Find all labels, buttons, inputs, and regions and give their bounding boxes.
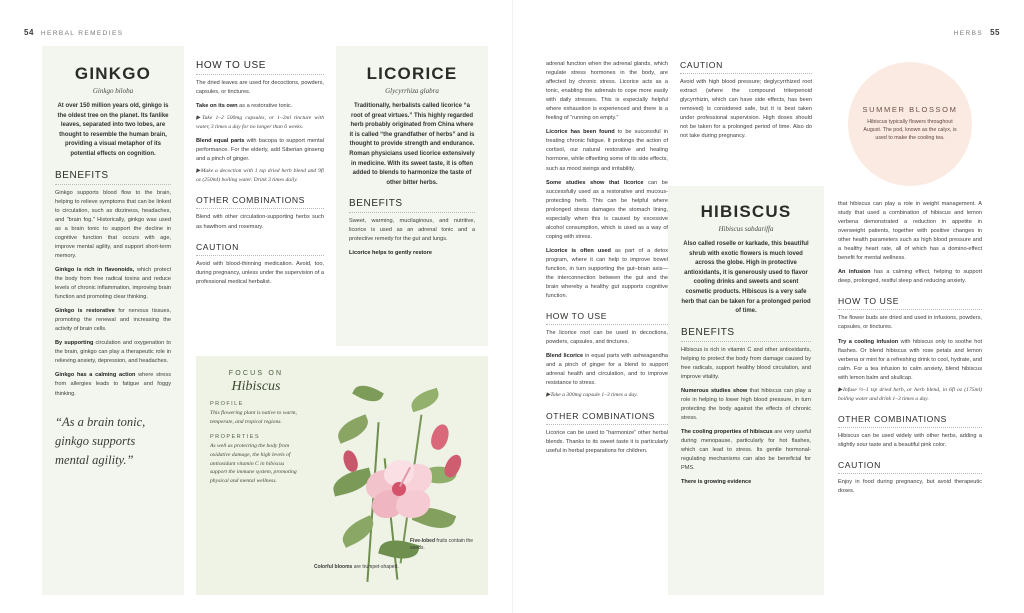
ginkgo-title: GINKGO	[74, 64, 152, 83]
ginkgo-benefit-lead: Ginkgo is restorative	[55, 308, 115, 315]
running-head-right	[954, 28, 1000, 37]
hibiscus-benefits-body	[681, 346, 811, 488]
licorice-latin-name: Glycyrrhiza glabra	[385, 87, 439, 95]
column-licorice-caution	[680, 46, 812, 166]
summer-blossom-text: Hibiscus typically flowers throughout August. The pod, known as the calyx, is used to make the cooling tea.	[863, 119, 957, 141]
ginkgo-benefit-item	[55, 339, 171, 366]
column-ginkgo	[42, 46, 184, 595]
focus-on-plant-name: Hibiscus	[231, 379, 281, 394]
hibiscus-how-lead: Try a cooling infusion	[838, 338, 899, 345]
callout-fruits-lead: Five-lobed	[410, 538, 436, 544]
column-licorice	[336, 46, 488, 346]
focus-profile-text: This flowering plant is native to warm, temperate, and tropical regions.	[210, 410, 297, 425]
ginkgo-intro: At over 150 million years old, ginkgo is the oldest tree on the planet. Its fanlike leaves, separated into two lobes, are thought to resemble the human brain, providing a visual metaphor of its potential effects on cognition.	[57, 103, 169, 157]
hibiscus-title: HIBISCUS	[700, 202, 792, 221]
running-head-right-text: HERBS	[953, 30, 984, 37]
hibiscus-benefit-lead: An infusion	[838, 269, 871, 276]
ginkgo-how-item	[196, 137, 324, 185]
licorice-benefits-continued	[546, 60, 668, 301]
hibiscus-benefit-text: that hibiscus can play a role in helping to lower high blood pressure, in turn protecting the body against the effects of chronic stress.	[681, 387, 811, 422]
hibiscus-benefit-text: are very useful during menopause, particularly for hot flashes, which can lead to stress. Its gentle hormonal-regulating mechanisms can also be beneficial for PMS.	[681, 429, 811, 472]
licorice-title: LICORICE	[366, 64, 458, 83]
licorice-how-intro: The licorice root can be used in decoctions, powders, capsules, and tinctures.	[546, 330, 668, 346]
ginkgo-how-dosage: ▶Take 1–2 500mg capsules, or 1–2ml tincture with water, 3 times a day for no longer than 6 weeks.	[196, 115, 324, 131]
licorice-caution-body	[680, 78, 812, 141]
column-hibiscus-continued	[838, 46, 982, 595]
licorice-caution-text: Avoid with high blood pressure; deglycyrrhized root extract (where the compound triterpenoid glycyrrhizin, which can have side effects, has been removed) is considered safe, but it is best taken under professional supervision. High doses should not be taken for a prolonged period of time. Also do not take during pregnancy.	[680, 79, 812, 140]
licorice-how-item	[546, 352, 668, 400]
focus-on-panel	[196, 356, 488, 595]
callout-blooms	[314, 564, 400, 571]
licorice-benefit-text: to be successful in treating chronic fatigue. It prolongs the action of cortisol, our natural restorative and healing hormone, while offsetting some of its side effects, such as mood swings and irritability.	[546, 129, 669, 172]
summer-blossom-title: SUMMER BLOSSOM	[862, 105, 958, 115]
callout-fruits-text: fruits contain the seeds.	[410, 538, 474, 551]
hibiscus-how-body	[838, 314, 982, 403]
licorice-how-body	[546, 329, 668, 400]
licorice-other-text: Licorice can be used to “harmonize” other herbal blends. Thanks to its sweet taste it is particularly useful in herbal preparations for children.	[546, 429, 668, 454]
hibiscus-benefits-intro: Hibiscus is rich in vitamin C and other antioxidants, helping to protect the body from damage caused by free radicals, support healthy blood circulation, and improve vitality.	[681, 346, 811, 380]
ginkgo-benefit-lead: Ginkgo has a calming action	[55, 372, 136, 379]
hibiscus-benefit-text: has a calming effect, helping to support deep, prolonged, restful sleep and reducing anxiety.	[838, 269, 983, 285]
licorice-benefit-lead: Licorice has been found	[546, 129, 615, 136]
ginkgo-caution-body	[196, 260, 324, 287]
focus-profile-label: PROFILE	[210, 401, 244, 407]
licorice-benefit-lead: Licorice is often used	[546, 247, 611, 254]
licorice-how-heading: HOW TO USE	[546, 311, 668, 325]
focus-properties-label: PROPERTIES	[210, 434, 260, 441]
hibiscus-other-heading: OTHER COMBINATIONS	[838, 414, 982, 428]
ginkgo-benefit-lead: Ginkgo is rich in flavonoids,	[55, 266, 135, 273]
ginkgo-benefit-text: for nervous tissues, promoting the renewal and increasing the activity of brain cells.	[55, 308, 171, 333]
licorice-benefit-text: can be successfully used as a restorative and mucous-protecting herb. This can be helpful where prolonged stress damages the stomach lining, especially when this is caused by excessive alcohol consumption, which is used as a way of coping with stress.	[546, 179, 668, 240]
focus-properties-text: As well as protecting the body from oxidative damage, the high levels of antioxidant vitamin C in hibiscus support the immune system, promoting physical and mental wellness.	[210, 443, 297, 484]
ginkgo-pull-quote: “As a brain tonic, ginkgo supports mental agility.”	[55, 414, 146, 468]
hibiscus-other-text: Hibiscus can be used widely with other herbs, adding a slightly sour taste and a beautiful pink color.	[838, 432, 982, 448]
hibiscus-how-dosage: ▶Infuse ½–1 tsp dried herb, or herb blend, in 6fl oz (175ml) boiling water and drink 1–3 times a day.	[838, 386, 982, 402]
licorice-benefits-body	[349, 217, 475, 258]
licorice-other-heading: OTHER COMBINATIONS	[546, 411, 668, 425]
ginkgo-benefits-heading: BENEFITS	[55, 170, 171, 185]
ginkgo-benefit-lead: By supporting	[55, 340, 94, 347]
licorice-benefit-item	[546, 128, 668, 173]
licorice-how-text: in equal parts with ashwagandha and a pinch of ginger for a blend to support adrenal health and circulation, and to improve resistance to stress.	[546, 353, 668, 387]
hibiscus-benefits-continued	[838, 200, 982, 286]
ginkgo-benefit-text: which protect the body from free radical toxins and reduce levels of chronic inflammation, improving brain function and promoting clear thinking.	[55, 266, 171, 301]
ginkgo-benefit-item	[55, 307, 171, 334]
ginkgo-benefit-text: where stress from allergies leads to fatigue and foggy thinking.	[55, 372, 171, 397]
folio-right: 55	[990, 28, 1000, 37]
hibiscus-latin-name: Hibiscus sabdariffa	[718, 225, 774, 233]
licorice-how-lead: Blend licorice	[546, 353, 584, 360]
licorice-benefits-intro: Sweet, warming, mucilaginous, and nutritive, licorice is used as an adrenal tonic and a protective remedy for the gut and lungs.	[349, 218, 475, 243]
ginkgo-how-lead: Take on its own	[196, 103, 238, 110]
licorice-benefit-lead: Licorice helps to gently restore	[349, 250, 432, 257]
column-licorice-continued	[546, 46, 668, 595]
ginkgo-how-text: as a restorative tonic.	[237, 103, 293, 110]
ginkgo-benefits-body	[55, 189, 171, 399]
hibiscus-how-heading: HOW TO USE	[838, 296, 982, 310]
ginkgo-how-text: with bacopa to support mental performance. For the elderly, add Siberian ginseng and a pinch of ginger.	[196, 138, 324, 163]
ginkgo-caution-text: Avoid with blood-thinning medication. Avoid, too, during pregnancy, unless under the supervision of a professional medical herbalist.	[196, 260, 325, 285]
hibiscus-how-item	[838, 338, 982, 404]
licorice-benefit-lead: Some studies show that licorice	[546, 179, 644, 186]
column-hibiscus	[668, 186, 824, 595]
licorice-benefit-text: as part of a detox program, where it can help to improve bowel function, in turn supporting the gut–brain axis—the interconnection between the gut and the brain whereby a healthy gut supports cognitive function.	[546, 247, 668, 300]
hibiscus-benefit-item	[838, 268, 982, 286]
focus-on-kicker: FOCUS ON	[228, 370, 284, 377]
folio-left: 54	[24, 28, 34, 37]
seed-pod	[441, 452, 464, 480]
hibiscus-flower	[364, 458, 436, 524]
hibiscus-benefit-item	[681, 428, 811, 473]
licorice-benefit-item	[546, 179, 668, 242]
hibiscus-caution-text: Enjoy in food during pregnancy, but avoid therapeutic doses.	[838, 478, 982, 494]
callout-fruits	[410, 538, 486, 552]
hibiscus-benefit-lead: The cooling properties of hibiscus	[681, 429, 773, 436]
running-head-left	[24, 28, 123, 37]
ginkgo-other-text: Blend with other circulation-supporting herbs such as hawthorn and rosemary.	[196, 214, 324, 230]
licorice-other-body	[546, 429, 668, 456]
licorice-how-dosage: ▶Take a 300mg capsule 1–3 times a day.	[546, 392, 638, 399]
ginkgo-benefit-text: circulation and oxygenation to the brain, ginkgo can play a therapeutic role in relieving anxiety, depression, and headaches.	[55, 340, 171, 365]
licorice-caution-heading: CAUTION	[680, 60, 812, 74]
ginkgo-benefit-item	[55, 266, 171, 302]
licorice-benefits-heading: BENEFITS	[349, 198, 475, 213]
ginkgo-how-heading: HOW TO USE	[196, 60, 324, 75]
leaf	[408, 388, 441, 412]
ginkgo-how-dosage: ▶Make a decoction with 1 tsp dried herb blend and 9fl oz (250ml) boiling water. Drink 3 times daily.	[196, 168, 324, 184]
hibiscus-illustration	[314, 362, 488, 595]
leaf	[352, 380, 384, 406]
hibiscus-benefit-lead: Numerous studies show	[681, 387, 748, 394]
ginkgo-other-heading: OTHER COMBINATIONS	[196, 195, 324, 209]
ginkgo-how-body	[196, 79, 324, 185]
ginkgo-latin-name: Ginkgo biloba	[92, 87, 134, 95]
ginkgo-benefits-intro: Ginkgo supports blood flow to the brain, helping to relieve symptoms that can be linked to circulation, such as dizziness, headaches, and "brain fog." Historically, ginkgo was used as a brain tonic to support the decline in cognitive function that occurs with age, improve mental agility, and support short-term memory.	[55, 189, 171, 259]
hibiscus-caution-body	[838, 478, 982, 496]
hibiscus-other-body	[838, 432, 982, 450]
licorice-benefit-text: adrenal function when the adrenal glands, which regulate stress hormones in the body, are affected by chronic stress. Licorice acts as a tonic, enabling the adrenals to cope more easily with daily stresses. This is especially helpful where exhaustion is experienced and there is a feeling of “running on empty.”	[546, 61, 668, 122]
licorice-benefit-item	[546, 247, 668, 301]
leaf	[334, 414, 372, 443]
callout-blooms-lead: Colorful blooms	[314, 564, 353, 570]
hibiscus-intro: Also called roselle or karkade, this beautiful shrub with exotic flowers is much loved across the globe. High in protective antioxidants, it is generously used to flavor cooling drinks and sweets and scent cosmetic products. Hibiscus is a very safe herb that can be taken for a prolonged period of time.	[681, 241, 811, 315]
ginkgo-other-body	[196, 213, 324, 231]
hibiscus-benefit-lead: There is growing evidence	[681, 479, 752, 486]
hibiscus-how-intro: The flower buds are dried and used in infusions, powders, capsules, or tinctures.	[838, 315, 982, 331]
hibiscus-benefit-item	[681, 387, 811, 423]
running-head-left-text: HERBAL REMEDIES	[40, 30, 124, 37]
hibiscus-benefit-text: that hibiscus can play a role in weight management. A study that used a combination of hibiscus and lemon verbena demonstrated a reduction in appetite in overweight patients, together with positive changes in other health parameters such as high blood pressure and a healthy heart rate, all of which has a domino-effect benefit for mental wellness.	[838, 201, 982, 262]
ginkgo-how-lead: Blend equal parts	[196, 138, 245, 145]
licorice-benefit-item	[349, 249, 475, 258]
callout-blooms-text: are trumpet-shaped.	[352, 564, 399, 570]
ginkgo-benefit-item	[55, 371, 171, 398]
ginkgo-caution-heading: CAUTION	[196, 242, 324, 256]
ginkgo-how-item	[196, 102, 324, 132]
hibiscus-benefit-item	[681, 478, 811, 487]
ginkgo-how-intro: The dried leaves are used for decoctions, powders, capsules, or tinctures.	[196, 80, 324, 96]
licorice-intro: Traditionally, herbalists called licorice “a root of great virtues.” This highly regarded herb probably originated from China where it is called “the grandfather of herbs” and is thought to provide strength and endurance. Roman physicians used licorice extensively in medicine. With its sweet taste, it is often added to blends to harmonize the taste of other bitter herbs.	[349, 103, 475, 186]
hibiscus-how-text: with hibiscus only to soothe hot flashes. Or blend hibiscus with rose petals and lemon verbena or mint for a refreshing drink to cool, hydrate, and calm. For a tea infusion to calm anxiety, blend hibiscus with lemon balm and skullcap.	[838, 338, 982, 381]
summer-blossom-callout	[848, 62, 972, 186]
hibiscus-benefits-heading: BENEFITS	[681, 327, 811, 342]
seed-pod	[428, 422, 451, 452]
hibiscus-caution-heading: CAUTION	[838, 460, 982, 474]
